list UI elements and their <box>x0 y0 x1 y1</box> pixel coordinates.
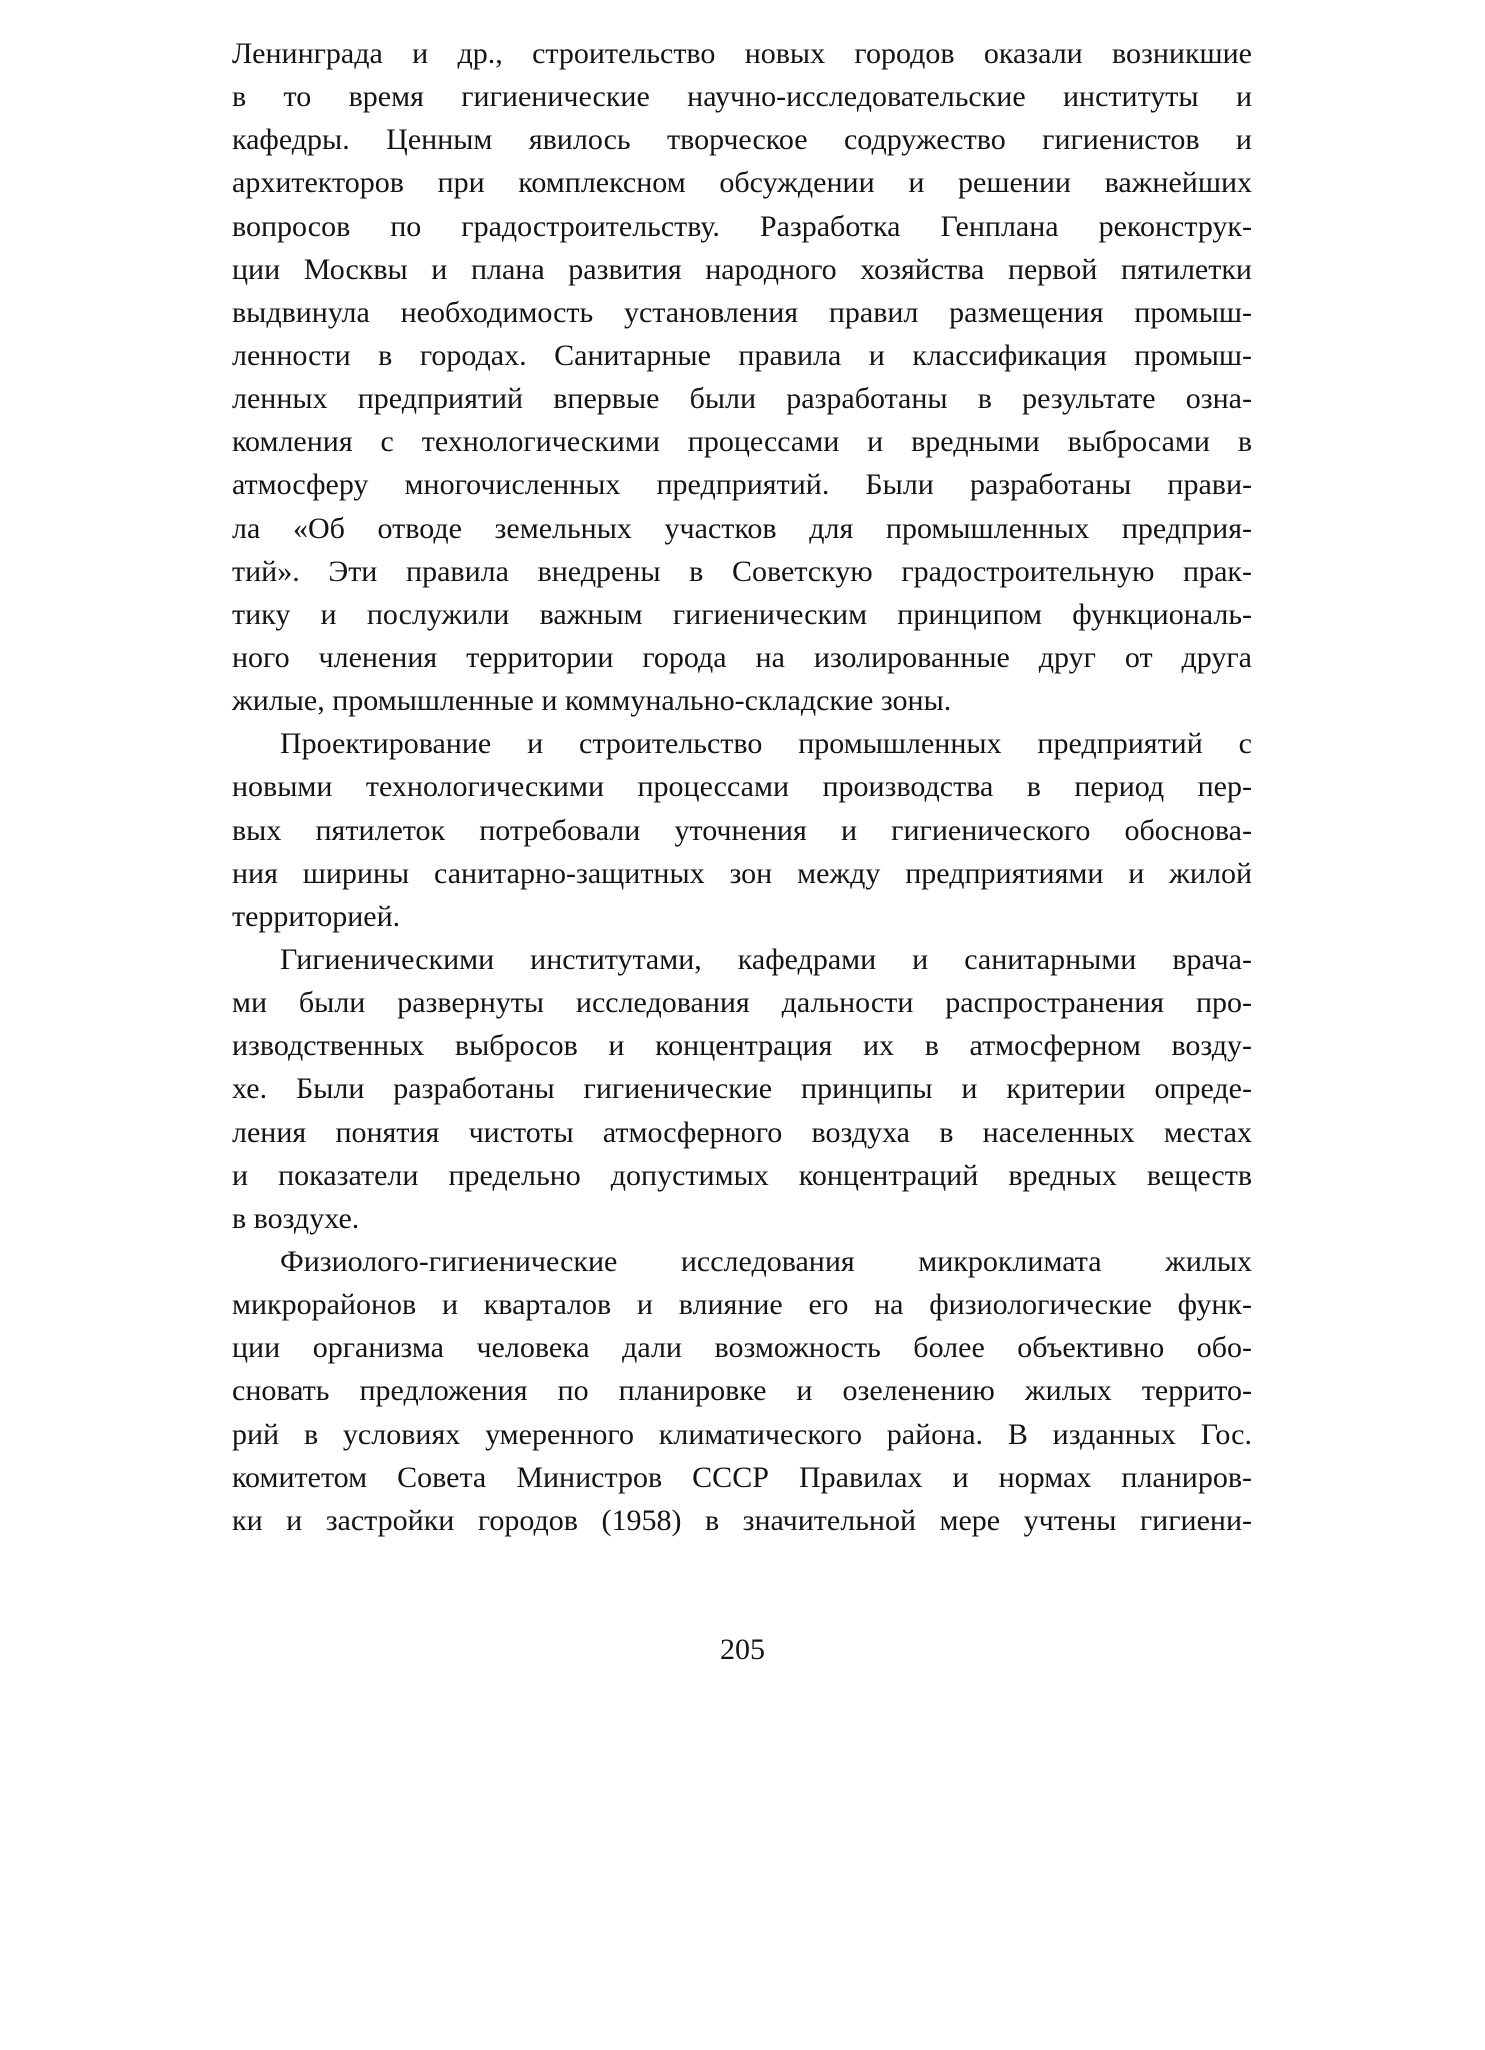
text-line: ции Москвы и плана развития народного хозяйства первой пятилетки <box>232 252 1252 286</box>
text-line: жилые, промышленные и коммунально-складские зоны. <box>232 684 952 718</box>
text-line: рий в условиях умеренного климатического района. В изданных Гос. <box>232 1417 1252 1451</box>
text-line: ния ширины санитарно-защитных зон между предприятиями и жилой <box>232 856 1252 890</box>
text-line: и показатели предельно допустимых концентраций вредных веществ <box>232 1158 1252 1192</box>
text-line: ленных предприятий впервые были разработаны в результате озна- <box>232 382 1252 416</box>
text-line: выдвинула необходимость установления правил размещения промыш- <box>232 295 1252 329</box>
text-line: ления понятия чистоты атмосферного воздуха в населенных местах <box>232 1115 1252 1149</box>
text-line: комитетом Совета Министров СССР Правилах и нормах планиров- <box>232 1460 1252 1494</box>
text-line: комления с технологическими процессами и вредными выбросами в <box>232 425 1252 459</box>
text-line: ла «Об отводе земельных участков для промышленных предприя- <box>232 511 1252 545</box>
body-text <box>232 32 1252 1542</box>
text-line: ми были развернуты исследования дальности распространения про- <box>232 986 1252 1020</box>
text-line: в воздухе. <box>232 1201 360 1235</box>
text-line: в то время гигиенические научно-исследовательские институты и <box>232 80 1252 114</box>
text-line: архитекторов при комплексном обсуждении и решении важнейших <box>232 166 1252 200</box>
text-line: Физиолого-гигиенические исследования микроклимата жилых <box>280 1244 1252 1278</box>
text-line: изводственных выбросов и концентрация их в атмосферном возду- <box>232 1029 1252 1063</box>
text-line: сновать предложения по планировке и озеленению жилых террито- <box>232 1374 1252 1408</box>
text-line: кафедры. Ценным явилось творческое содружество гигиенистов и <box>232 123 1252 157</box>
text-line: территорией. <box>232 899 401 933</box>
text-line: хе. Были разработаны гигиенические принципы и критерии опреде- <box>232 1072 1252 1106</box>
text-line: ки и застройки городов (1958) в значительной мере учтены гигиени- <box>232 1503 1252 1537</box>
text-line: Гигиеническими институтами, кафедрами и санитарными врача- <box>280 942 1252 976</box>
text-line: новыми технологическими процессами производства в период пер- <box>232 770 1252 804</box>
text-line: вых пятилеток потребовали уточнения и гигиенического обоснова- <box>232 813 1252 847</box>
text-line: микрорайонов и кварталов и влияние его на физиологические функ- <box>232 1288 1252 1322</box>
text-line: Проектирование и строительство промышленных предприятий с <box>280 727 1252 761</box>
text-line: атмосферу многочисленных предприятий. Были разработаны прави- <box>232 468 1252 502</box>
page-number: 205 <box>720 1633 765 1666</box>
text-line: ции организма человека дали возможность более объективно обо- <box>232 1331 1252 1365</box>
text-line: ного членения территории города на изолированные друг от друга <box>232 640 1252 674</box>
text-line: тику и послужили важным гигиеническим принципом функциональ- <box>232 597 1252 631</box>
text-line: тий». Эти правила внедрены в Советскую градостроительную прак- <box>232 554 1252 588</box>
text-line: вопросов по градостроительству. Разработка Генплана реконструк- <box>232 209 1252 243</box>
text-line: Ленинграда и др., строительство новых городов оказали возникшие <box>232 37 1252 70</box>
text-line: ленности в городах. Санитарные правила и классификация промыш- <box>232 338 1252 372</box>
